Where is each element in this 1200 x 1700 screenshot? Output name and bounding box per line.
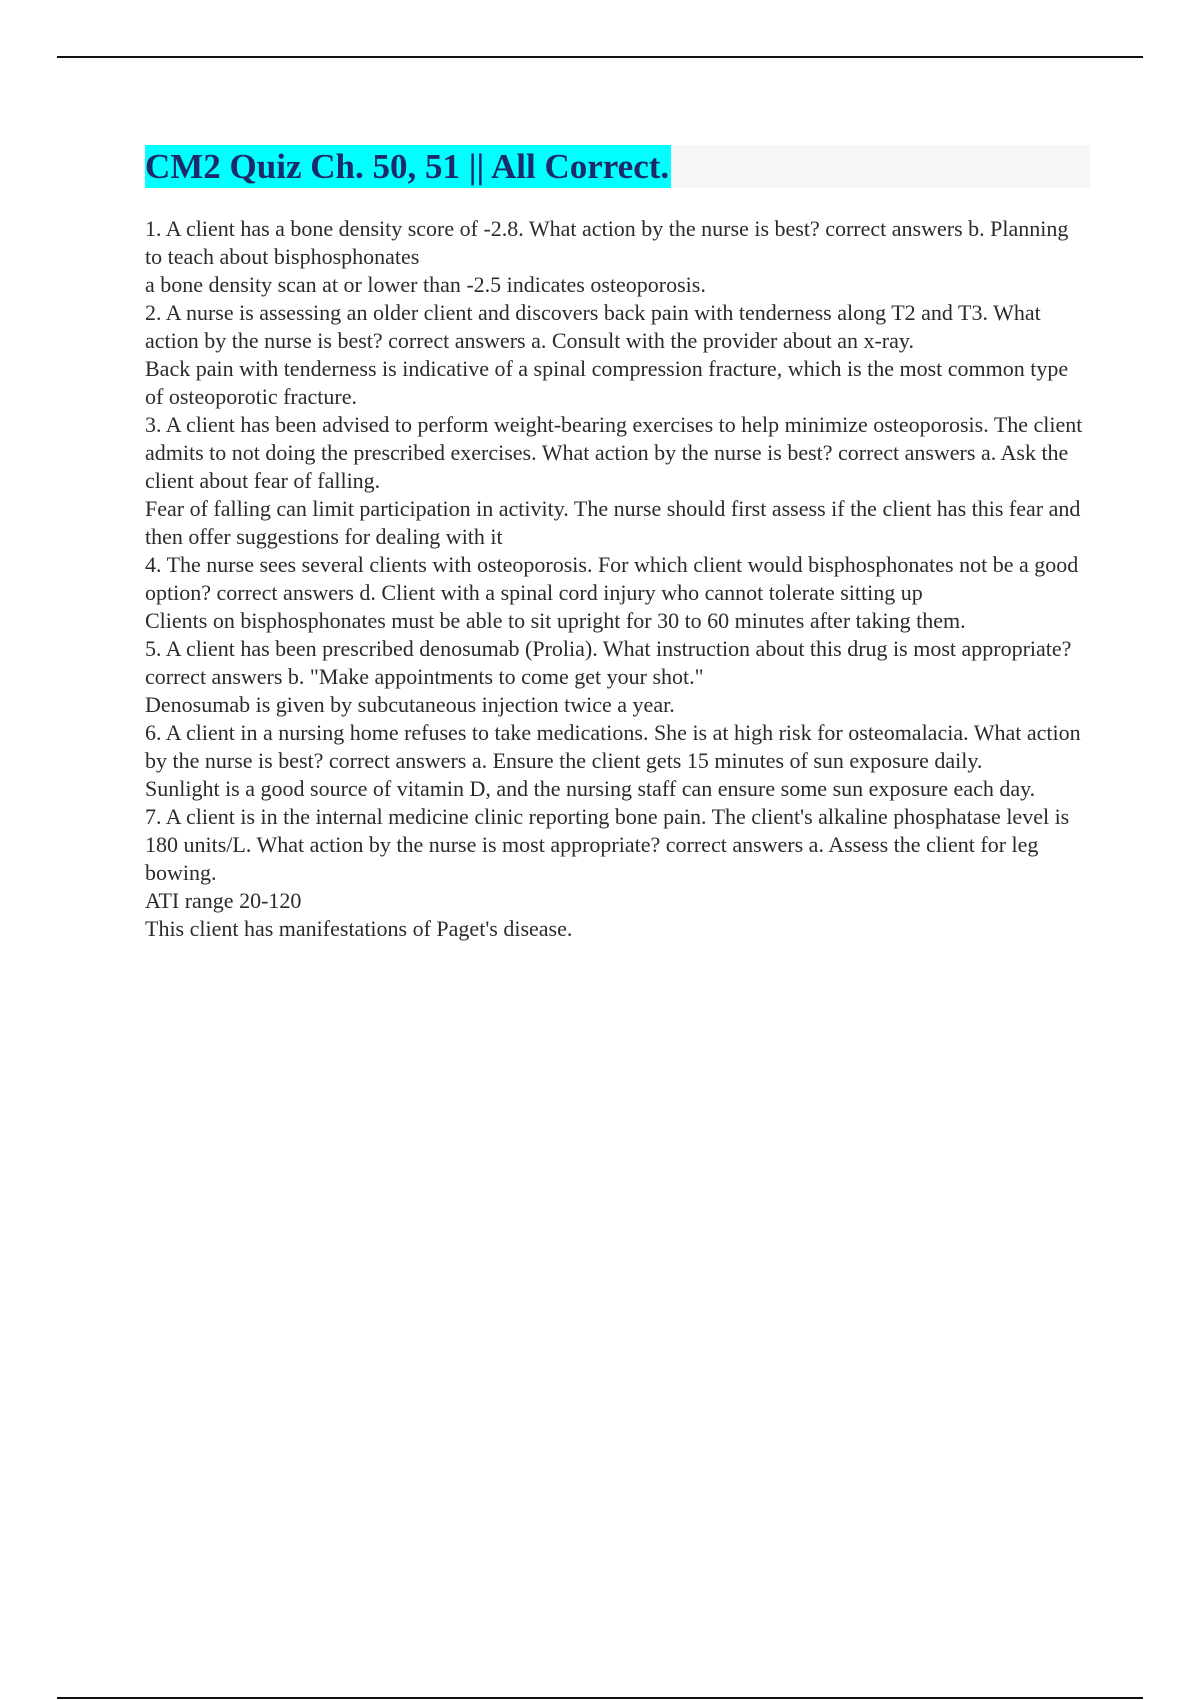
explanation-text: Clients on bisphosphonates must be able to sit upright for 30 to 60 minutes after taking them. [145,608,966,633]
explanation-text: Sunlight is a good source of vitamin D, and the nursing staff can ensure some sun exposure each day. [145,776,1036,801]
explanation-text: Denosumab is given by subcutaneous injection twice a year. [145,692,675,717]
top-rule [57,56,1143,58]
explanation-text: ATI range 20-120 [145,888,302,913]
quiz-item-2 [145,299,1085,411]
bottom-rule [57,1697,1143,1699]
question-text: 5. A client has been prescribed denosumab (Prolia). What instruction about this drug is most appropriate? correct answers b. "Make appointments to come get your shot." [145,636,1072,689]
quiz-item-3 [145,411,1085,551]
question-text: 2. A nurse is assessing an older client and discovers back pain with tenderness along T2 and T3. What action by the nurse is best? correct answers a. Consult with the provider about an x-ray. [145,300,1041,353]
page-title: CM2 Quiz Ch. 50, 51 || All Correct. [145,147,670,186]
quiz-item-4 [145,551,1085,635]
quiz-item-5 [145,635,1085,719]
question-text: 4. The nurse sees several clients with osteoporosis. For which client would bisphosphonates not be a good option? correct answers d. Client with a spinal cord injury who cannot tolerate sitting up [145,552,1079,605]
quiz-item-1 [145,215,1085,299]
question-text: 1. A client has a bone density score of -2.8. What action by the nurse is best? correct answers b. Planning to teach about bisphosphonates [145,216,1069,269]
quiz-content [145,215,1085,943]
explanation-text: This client has manifestations of Paget's disease. [145,916,573,941]
question-text: 7. A client is in the internal medicine clinic reporting bone pain. The client's alkaline phosphatase level is 180 units/L. What action by the nurse is most appropriate? correct answers a. Assess the client for leg bowing. [145,804,1070,885]
explanation-text: a bone density scan at or lower than -2.5 indicates osteoporosis. [145,272,706,297]
quiz-item-6 [145,719,1085,803]
question-text: 3. A client has been advised to perform weight-bearing exercises to help minimize osteoporosis. The client admits to not doing the prescribed exercises. What action by the nurse is best? correct answers a. Ask the client about fear of falling. [145,412,1083,493]
quiz-item-7 [145,803,1085,943]
explanation-text: Back pain with tenderness is indicative of a spinal compression fracture, which is the most common type of osteoporotic fracture. [145,356,1069,409]
question-text: 6. A client in a nursing home refuses to take medications. She is at high risk for osteomalacia. What action by the nurse is best? correct answers a. Ensure the client gets 15 minutes of sun exposure daily. [145,720,1081,773]
explanation-text: Fear of falling can limit participation in activity. The nurse should first assess if the client has this fear and then offer suggestions for dealing with it [145,496,1081,549]
